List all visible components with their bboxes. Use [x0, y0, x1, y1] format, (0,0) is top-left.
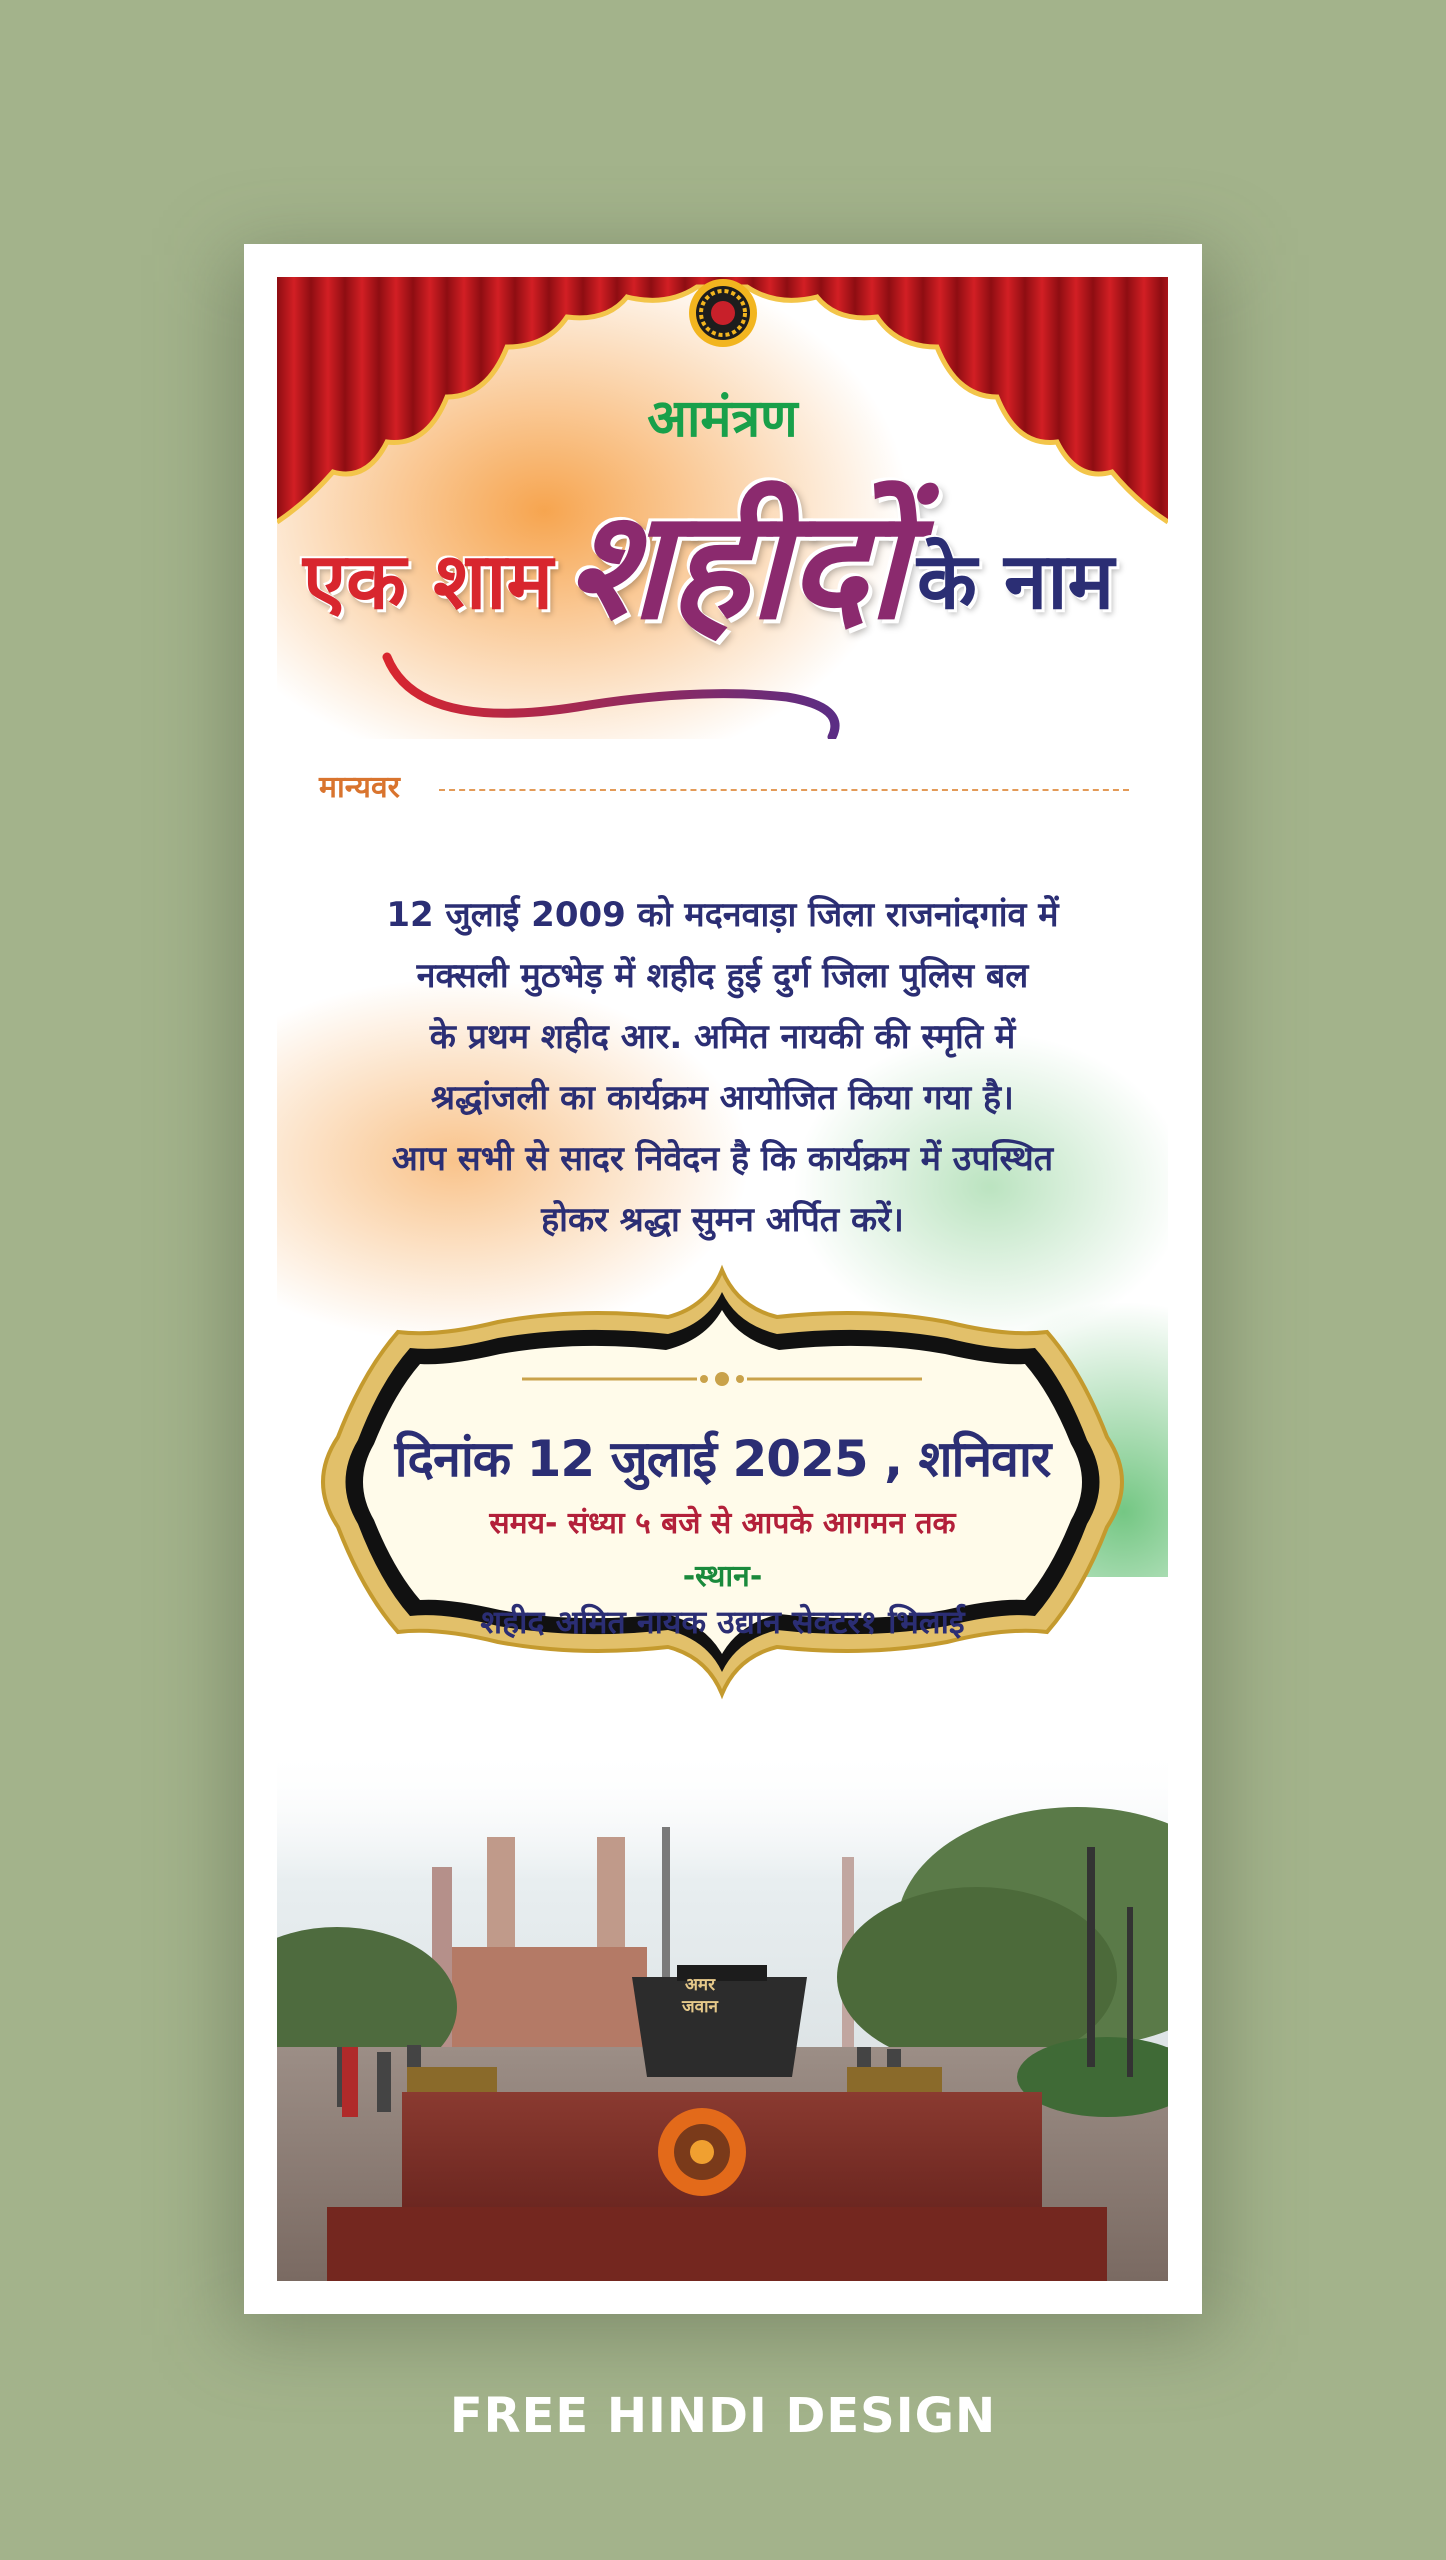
invitation-message: [317, 885, 1128, 1251]
venue-label: -स्थान-: [682, 1559, 763, 1594]
footer-label: FREE HINDI DESIGN: [449, 2388, 997, 2444]
inscription-line-2: जवान: [682, 1997, 718, 2017]
event-time: समय- संध्या ५ बजे से आपके आगमन तक: [489, 1506, 956, 1541]
title-part-1: एक शाम: [303, 537, 554, 627]
salutation-row: [277, 739, 1168, 829]
message-line: 12 जुलाई 2009 को मदनवाड़ा जिला राजनांदगांव में: [386, 895, 1059, 935]
emblem-icon: [681, 277, 765, 361]
poster: [277, 277, 1168, 2281]
invitation-heading: आमंत्रण: [647, 388, 798, 449]
message-line: श्रद्धांजली का कार्यक्रम आयोजित किया गया है।: [431, 1078, 1014, 1118]
title-swirl: [377, 637, 857, 747]
message-line: नक्सली मुठभेड़ में शहीद हुई दुर्ग जिला पुलिस बल: [416, 956, 1029, 996]
title-part-2: शहीदों: [567, 477, 907, 653]
salutation-label: मान्यवर: [319, 770, 400, 805]
message-line: होकर श्रद्धा सुमन अर्पित करें।: [541, 1200, 904, 1240]
title-part-3: के नाम: [917, 537, 1115, 627]
inscription-line-1: अमर: [684, 1975, 716, 1995]
memorial-inscription: [657, 1974, 743, 2018]
event-venue: शहीद अमित नायक उद्यान सेक्टर१ भिलाई: [480, 1603, 965, 1641]
message-line: आप सभी से सादर निवेदन है कि कार्यक्रम में उपस्थित: [391, 1139, 1054, 1179]
event-date: दिनांक 12 जुलाई 2025 , शनिवार: [394, 1430, 1051, 1488]
salutation-dotted-line: [439, 789, 1129, 791]
message-line: के प्रथम शहीद आर. अमित नायकी की स्मृति में: [429, 1017, 1016, 1057]
page-title: [277, 467, 1168, 727]
